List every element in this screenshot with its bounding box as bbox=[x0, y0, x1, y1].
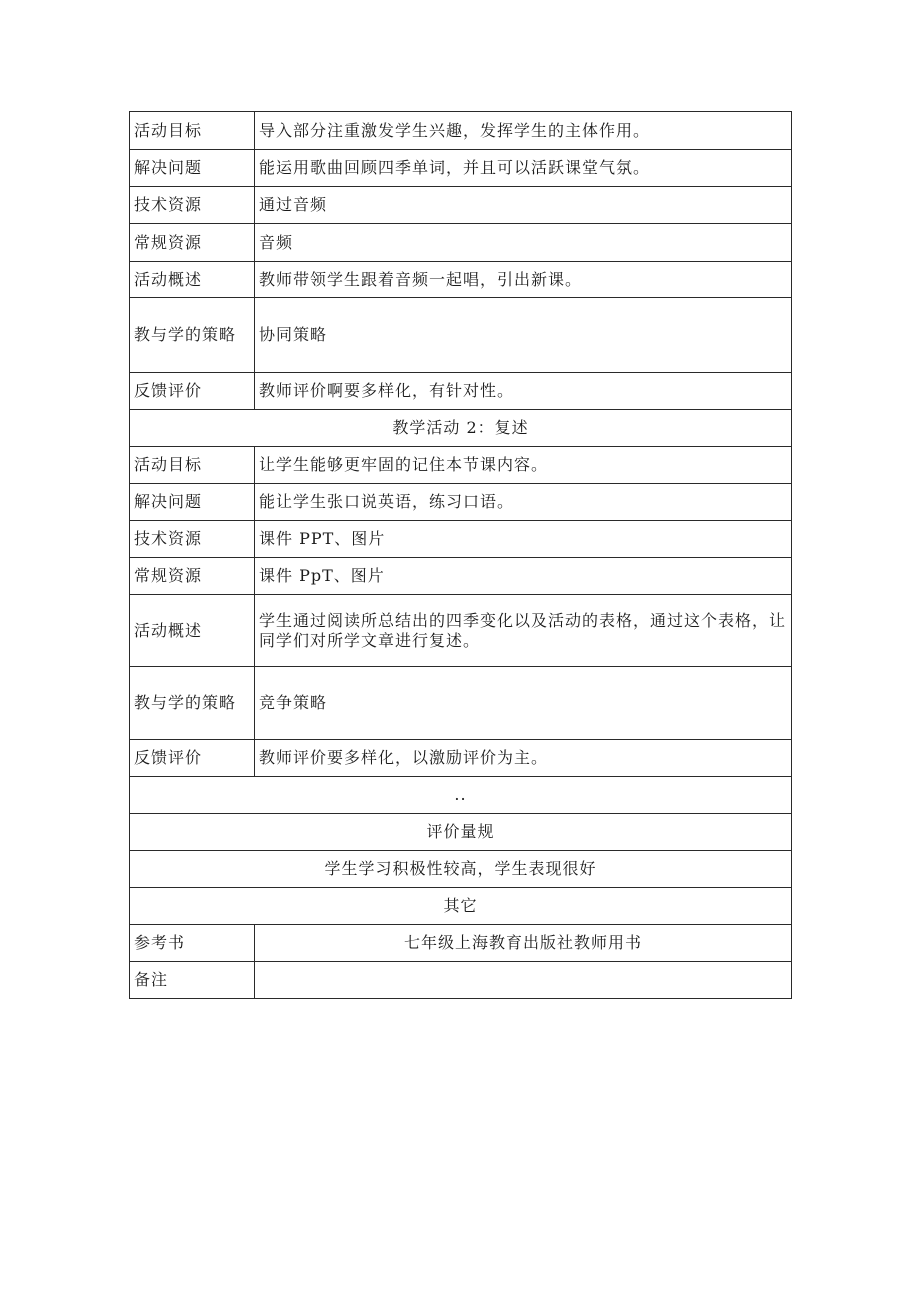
other-title: 其它 bbox=[130, 888, 792, 925]
table-row bbox=[130, 595, 792, 667]
table-row bbox=[130, 558, 792, 595]
section-header-row bbox=[130, 410, 792, 447]
table-row bbox=[130, 521, 792, 558]
row-label: 常规资源 bbox=[130, 224, 255, 262]
row-label: 技术资源 bbox=[130, 521, 255, 558]
row-label: 反馈评价 bbox=[130, 373, 255, 410]
reference-label: 参考书 bbox=[130, 925, 255, 962]
row-label: 反馈评价 bbox=[130, 740, 255, 777]
row-value: 教师评价啊要多样化，有针对性。 bbox=[255, 373, 792, 410]
table-row bbox=[130, 740, 792, 777]
table-row bbox=[130, 262, 792, 298]
table-row bbox=[130, 112, 792, 150]
row-label: 活动概述 bbox=[130, 262, 255, 298]
row-label: 技术资源 bbox=[130, 187, 255, 224]
row-value: 音频 bbox=[255, 224, 792, 262]
row-label: 解决问题 bbox=[130, 484, 255, 521]
row-value: 协同策略 bbox=[255, 298, 792, 373]
rubric-content: 学生学习积极性较高，学生表现很好 bbox=[130, 851, 792, 888]
table-row bbox=[130, 298, 792, 373]
notes-label: 备注 bbox=[130, 962, 255, 999]
row-value: 让学生能够更牢固的记住本节课内容。 bbox=[255, 447, 792, 484]
notes-row bbox=[130, 962, 792, 999]
row-label: 活动目标 bbox=[130, 447, 255, 484]
lesson-plan-table bbox=[129, 111, 792, 999]
table-row bbox=[130, 484, 792, 521]
reference-value: 七年级上海教育出版社教师用书 bbox=[255, 925, 792, 962]
other-header-row bbox=[130, 888, 792, 925]
row-value: 导入部分注重激发学生兴趣，发挥学生的主体作用。 bbox=[255, 112, 792, 150]
rubric-content-row bbox=[130, 851, 792, 888]
row-value: 通过音频 bbox=[255, 187, 792, 224]
table-row bbox=[130, 150, 792, 187]
row-value: 能让学生张口说英语，练习口语。 bbox=[255, 484, 792, 521]
row-label: 解决问题 bbox=[130, 150, 255, 187]
row-value: 教师带领学生跟着音频一起唱，引出新课。 bbox=[255, 262, 792, 298]
ellipsis-row bbox=[130, 777, 792, 814]
rubric-title: 评价量规 bbox=[130, 814, 792, 851]
row-label: 教与学的策略 bbox=[130, 298, 255, 373]
ellipsis-text: .. bbox=[130, 777, 792, 814]
row-value: 学生通过阅读所总结出的四季变化以及活动的表格，通过这个表格，让同学们对所学文章进行复述。 bbox=[255, 595, 792, 667]
row-value: 能运用歌曲回顾四季单词，并且可以活跃课堂气氛。 bbox=[255, 150, 792, 187]
row-value: 课件 PpT、图片 bbox=[255, 558, 792, 595]
notes-value bbox=[255, 962, 792, 999]
table-row bbox=[130, 224, 792, 262]
rubric-header-row bbox=[130, 814, 792, 851]
activity-2-title: 教学活动 2：复述 bbox=[130, 410, 792, 447]
row-label: 活动目标 bbox=[130, 112, 255, 150]
table-row bbox=[130, 187, 792, 224]
table-row bbox=[130, 373, 792, 410]
row-value: 课件 PPT、图片 bbox=[255, 521, 792, 558]
row-label: 活动概述 bbox=[130, 595, 255, 667]
row-value: 竞争策略 bbox=[255, 667, 792, 740]
table-row bbox=[130, 667, 792, 740]
table-row bbox=[130, 447, 792, 484]
row-label: 教与学的策略 bbox=[130, 667, 255, 740]
reference-row bbox=[130, 925, 792, 962]
row-label: 常规资源 bbox=[130, 558, 255, 595]
row-value: 教师评价要多样化，以激励评价为主。 bbox=[255, 740, 792, 777]
